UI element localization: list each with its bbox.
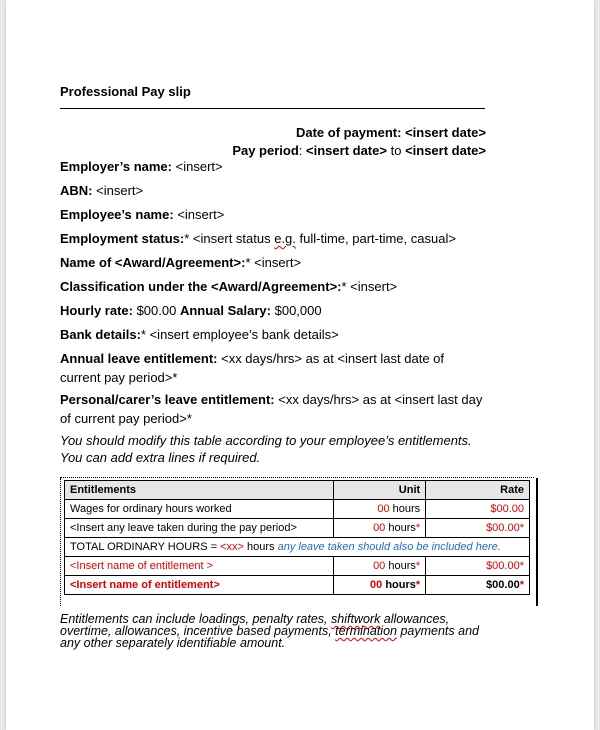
row3-label-xx: <xx> <box>220 541 244 553</box>
bank-details-field <box>60 325 485 344</box>
row1-unit-word: hours <box>389 503 421 515</box>
row4-label: <Insert name of entitlement > <box>65 557 334 576</box>
period-label: Pay period <box>232 143 299 158</box>
table-row <box>65 500 530 519</box>
personal-leave-label: Personal/carer’s leave entitlement: <box>60 392 275 407</box>
row2-rate <box>426 519 530 538</box>
abn-value: <insert> <box>96 183 144 198</box>
row1-unit-num: 00 <box>377 503 390 515</box>
row4-rate <box>426 557 530 576</box>
table-top-dotted-line <box>60 477 534 478</box>
hourly-rate-field <box>60 301 485 320</box>
status-value-a: * <insert status <box>184 231 275 246</box>
period-to: to <box>390 143 402 158</box>
table-right-edge <box>536 478 538 606</box>
row4-rate-value: $00.00 <box>486 560 520 572</box>
period-start: <insert date> <box>306 143 387 158</box>
hourly-label: Hourly rate: <box>60 303 133 318</box>
footnote-termination: termination <box>335 624 397 638</box>
row2-unit-star: * <box>415 522 421 534</box>
classification-field <box>60 277 485 296</box>
row3-total <box>65 538 530 557</box>
row4-rate-star: * <box>519 560 524 572</box>
row1-label: Wages for ordinary hours worked <box>65 500 334 519</box>
row5-rate <box>426 576 530 595</box>
row5-rate-star: * <box>519 579 524 591</box>
header-rate: Rate <box>426 481 530 500</box>
page-title: Professional Pay slip <box>60 84 191 99</box>
row3-label-note: any leave taken should also be included here. <box>277 541 501 553</box>
table-row <box>65 576 530 595</box>
employee-value: <insert> <box>177 207 225 222</box>
salary-label: Annual Salary: <box>179 303 271 318</box>
row1-unit <box>334 500 426 519</box>
status-value-b: full-time, part-time, casual> <box>295 231 456 246</box>
personal-leave-field <box>60 390 485 428</box>
header-unit: Unit <box>334 481 426 500</box>
table-instruction-note: You should modify this table according to your employee’s entitlements. You can add extra lines if required. <box>60 433 472 465</box>
header-entitlements: Entitlements <box>65 481 334 500</box>
date-value: <insert date> <box>405 125 486 140</box>
footnote-shiftwork: shiftwork <box>331 612 381 626</box>
row5-label: <Insert name of entitlement> <box>65 576 334 595</box>
abn-field <box>60 181 485 200</box>
employer-label: Employer’s name: <box>60 159 172 174</box>
document-page <box>6 0 594 730</box>
entitlements-table <box>64 480 530 595</box>
row4-unit-word: hours <box>385 560 416 572</box>
row2-label: <Insert any leave taken during the pay period> <box>65 519 334 538</box>
table-row <box>65 519 530 538</box>
status-label: Employment status: <box>60 231 185 246</box>
title-rule <box>60 108 485 109</box>
row4-unit-num: 00 <box>373 560 386 572</box>
status-value-eg: e.g. <box>274 231 296 246</box>
period-end: <insert date> <box>405 143 486 158</box>
pay-period-line <box>232 143 486 158</box>
table-row <box>65 557 530 576</box>
employee-label: Employee’s name: <box>60 207 174 222</box>
date-of-payment-line <box>296 125 486 140</box>
annual-leave-value: <xx days/hrs> as at <insert last date of current pay period>* <box>60 351 445 385</box>
row5-unit-num: 00 <box>370 579 383 591</box>
row5-unit-word: hours <box>382 579 416 591</box>
classification-label: Classification under the <Award/Agreement>: <box>60 279 342 294</box>
award-label: Name of <Award/Agreement>: <box>60 255 246 270</box>
period-sep: : <box>298 143 303 158</box>
row5-rate-value: $00.00 <box>486 579 520 591</box>
hourly-value: $00.00 <box>132 303 180 318</box>
row3-label-b: hours <box>243 541 278 553</box>
bank-value: * <insert employee’s bank details> <box>140 327 339 342</box>
row5-unit-star: * <box>415 579 421 591</box>
row4-unit-star: * <box>415 560 421 572</box>
salary-value: $00,000 <box>271 303 322 318</box>
employer-field <box>60 157 485 176</box>
row2-unit-num: 00 <box>373 522 386 534</box>
footnote-b: allowances, overtime, allowances, incentive based payments, <box>60 612 450 638</box>
row2-rate-star: * <box>519 522 524 534</box>
footnote <box>60 613 500 649</box>
row2-unit-word: hours <box>385 522 416 534</box>
footnote-c: payments and any other separately identifiable amount. <box>60 624 479 650</box>
table-left-edge <box>60 478 61 606</box>
row1-rate: $00.00 <box>426 500 530 519</box>
award-field <box>60 253 485 272</box>
employer-value: <insert> <box>175 159 223 174</box>
date-label: Date of payment: <box>295 125 402 140</box>
annual-leave-label: Annual leave entitlement: <box>60 351 218 366</box>
award-value: * <insert> <box>245 255 302 270</box>
abn-label: ABN: <box>60 183 93 198</box>
row2-unit <box>334 519 426 538</box>
employment-status-field <box>60 229 485 248</box>
footnote-a: Entitlements can include loadings, penalty rates, <box>60 612 331 626</box>
row3-label-a: TOTAL ORDINARY HOURS = <box>70 541 221 553</box>
personal-leave-value: <xx days/hrs> as at <insert last day of current pay period>* <box>60 392 483 426</box>
row2-rate-value: $00.00 <box>486 522 520 534</box>
table-header-row <box>65 481 530 500</box>
row5-unit <box>334 576 426 595</box>
table-row <box>65 538 530 557</box>
row4-unit <box>334 557 426 576</box>
annual-leave-field <box>60 349 485 387</box>
classification-value: * <insert> <box>341 279 398 294</box>
employee-field <box>60 205 485 224</box>
bank-label: Bank details: <box>60 327 141 342</box>
